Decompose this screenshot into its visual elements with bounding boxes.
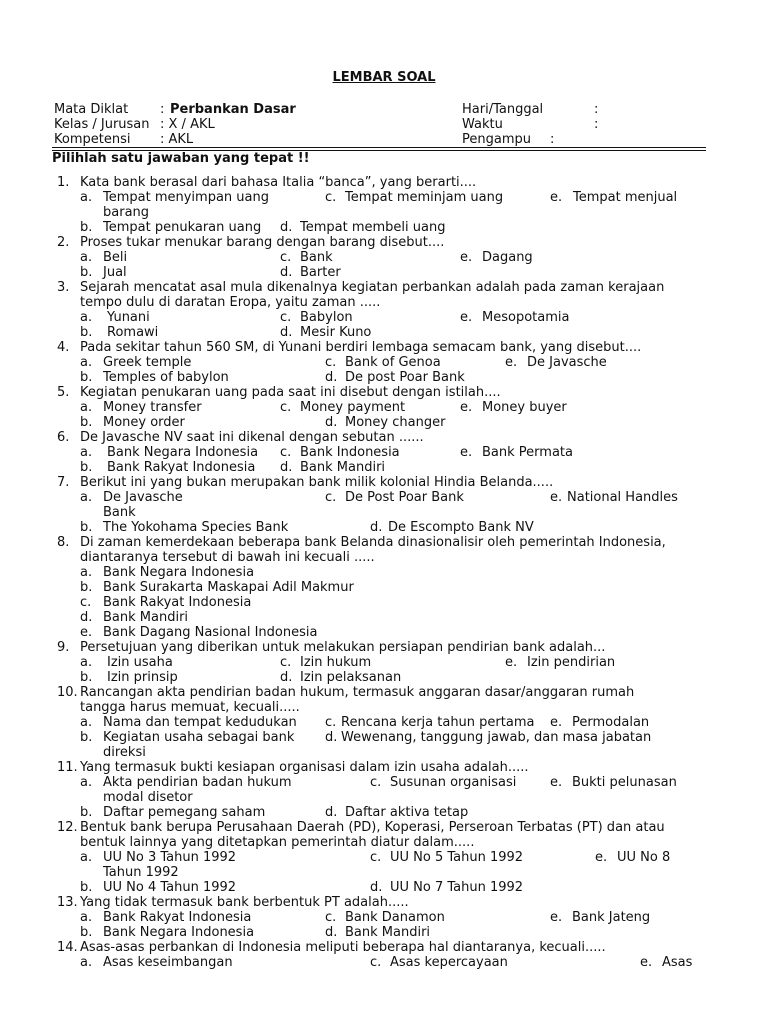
option-text: Bank Rakyat Indonesia [103,595,252,610]
option-text: Jual [103,265,127,280]
option-letter: e. [460,310,473,325]
question-number: 1. [57,175,70,190]
option-text: Tempat menyimpan uang [103,190,269,205]
option-letter: a. [80,910,93,925]
question-text: diantaranya tersebut di bawah ini kecuali ..... [80,550,375,565]
option-letter: a. [80,715,93,730]
option-letter: c. [280,445,292,460]
question-text: Proses tukar menukar barang dengan barang disebut.... [80,235,445,250]
question-text: Kegiatan penukaran uang pada saat ini disebut dengan istilah.... [80,385,501,400]
option-text: Izin prinsip [107,670,178,685]
kompetensi-label: Kompetensi [54,132,131,147]
option-text: Yunani [107,310,150,325]
option-text: Bank Negara Indonesia [103,925,255,940]
question-text: Yang tidak termasuk bank berbentuk PT adalah..... [80,895,409,910]
question-number: 5. [57,385,70,400]
option-letter: b. [80,880,93,895]
option-letter: d. [325,730,338,745]
option-letter: d. [280,670,293,685]
option-letter: c. [280,400,292,415]
instruction: Pilihlah satu jawaban yang tepat !! [52,151,310,166]
hari-tanggal-label: Hari/Tanggal [462,102,544,117]
option-text: Bank Rakyat Indonesia [107,460,256,475]
option-text: Money changer [345,415,446,430]
question-number: 11. [57,760,78,775]
option-text: Bank Permata [482,445,573,460]
option-letter: b. [80,265,93,280]
option-letter: d. [325,370,338,385]
option-letter: b. [80,805,93,820]
option-letter: a. [80,445,93,460]
option-letter: c. [370,775,382,790]
question-number: 8. [57,535,70,550]
option-text: De Escompto Bank NV [388,520,534,535]
hari-tanggal-value: : [594,102,599,117]
option-text: Kegiatan usaha sebagai bank [103,730,295,745]
option-text: Bank Mandiri [345,925,431,940]
option-text: Bank of Genoa [345,355,441,370]
option-letter: a. [80,355,93,370]
option-letter: b. [80,670,93,685]
question-number: 2. [57,235,70,250]
option-text: Susunan organisasi [390,775,517,790]
option-text: Tempat meminjam uang [345,190,504,205]
pengampu-value: : [550,132,555,147]
option-text: Tahun 1992 [103,865,179,880]
option-text: De Post Poar Bank [345,490,464,505]
option-letter: c. [325,715,337,730]
question-text: tangga harus memuat, kecuali..... [80,700,300,715]
option-letter: b. [80,520,93,535]
option-letter: e. [505,355,518,370]
option-letter: e. [595,850,608,865]
option-text: Mesir Kuno [300,325,372,340]
question-number: 4. [57,340,70,355]
question-number: 7. [57,475,70,490]
option-letter: b. [80,730,93,745]
option-text: Asas [662,955,693,970]
option-text: Money transfer [103,400,202,415]
question-text: Di zaman kemerdekaan beberapa bank Belanda dinasionalisir oleh pemerintah Indonesia, [80,535,666,550]
option-letter: c. [325,910,337,925]
option-letter: d. [325,805,338,820]
option-text: Asas kepercayaan [390,955,508,970]
option-letter: b. [80,370,93,385]
option-letter: a. [80,850,93,865]
mata-diklat-separator: : [160,102,165,117]
waktu-label: Waktu [462,117,503,132]
question-number: 13. [57,895,78,910]
option-text: Bank Negara Indonesia [103,565,255,580]
option-letter: a. [80,565,93,580]
question-text: Asas-asas perbankan di Indonesia meliputi beberapa hal diantaranya, kecuali..... [80,940,606,955]
option-text: Izin pendirian [527,655,616,670]
option-text: Romawi [107,325,159,340]
option-text: Mesopotamia [482,310,570,325]
question-text: Sejarah mencatat asal mula dikenalnya kegiatan perbankan adalah pada zaman kerajaan [80,280,665,295]
option-text: Bank Dagang Nasional Indonesia [103,625,318,640]
mata-diklat-value: Perbankan Dasar [170,102,296,117]
option-letter: d. [280,460,293,475]
option-letter: a. [80,190,93,205]
option-text: Rencana kerja tahun pertama [341,715,535,730]
option-text: modal disetor [103,790,193,805]
option-text: Daftar aktiva tetap [345,805,469,820]
question-text: bentuk lainnya yang ditetapkan pemerintah diatur dalam..... [80,835,475,850]
question-text: Rancangan akta pendirian badan hukum, termasuk anggaran dasar/anggaran rumah [80,685,635,700]
option-text: UU No 8 [617,850,671,865]
option-letter: c. [370,955,382,970]
option-letter: c. [280,655,292,670]
option-text: Akta pendirian badan hukum [103,775,292,790]
option-text: Bank Jateng [572,910,651,925]
option-letter: c. [280,310,292,325]
question-text: Berikut ini yang bukan merupakan bank milik kolonial Hindia Belanda..... [80,475,554,490]
option-letter: e. [550,775,563,790]
option-letter: c. [325,490,337,505]
question-text: Persetujuan yang diberikan untuk melakukan persiapan pendirian bank adalah... [80,640,606,655]
option-letter: b. [80,325,93,340]
option-text: Money payment [300,400,406,415]
question-text: tempo dulu di daratan Eropa, yaitu zaman ..... [80,295,381,310]
mata-diklat-label: Mata Diklat [54,102,129,117]
option-text: Bank Mandiri [300,460,386,475]
option-letter: d. [325,925,338,940]
option-letter: a. [80,655,93,670]
option-text: Izin usaha [107,655,173,670]
option-letter: e. [550,190,563,205]
kompetensi-value: : AKL [160,132,194,147]
option-letter: e. [550,490,563,505]
option-letter: d. [280,265,293,280]
question-number: 3. [57,280,70,295]
header-divider-top [52,147,706,148]
option-text: barang [103,205,150,220]
pengampu-label: Pengampu [462,132,531,147]
option-text: De Javasche [103,490,183,505]
option-text: De post Poar Bank [345,370,465,385]
option-text: Bukti pelunasan [572,775,677,790]
option-text: Money buyer [482,400,567,415]
option-text: Temples of babylon [103,370,229,385]
option-text: Bank Surakarta Maskapai Adil Makmur [103,580,354,595]
option-text: The Yokohama Species Bank [103,520,289,535]
option-text: Bank Mandiri [103,610,189,625]
question-number: 6. [57,430,70,445]
option-text: Tempat penukaran uang [103,220,262,235]
option-letter: c. [80,595,92,610]
option-text: Tempat membeli uang [300,220,446,235]
option-letter: c. [370,850,382,865]
option-text: Permodalan [572,715,650,730]
option-letter: b. [80,220,93,235]
option-letter: a. [80,310,93,325]
option-letter: e. [505,655,518,670]
option-text: Nama dan tempat kedudukan [103,715,297,730]
option-text: Wewenang, tanggung jawab, dan masa jabatan [341,730,652,745]
option-text: Money order [103,415,185,430]
option-letter: d. [370,520,383,535]
option-letter: d. [80,610,93,625]
question-number: 14. [57,940,78,955]
option-letter: a. [80,490,93,505]
question-text: De Javasche NV saat ini dikenal dengan sebutan ...... [80,430,424,445]
option-text: Babylon [300,310,353,325]
option-text: Bank Negara Indonesia [107,445,259,460]
option-letter: d. [280,325,293,340]
question-text: Kata bank berasal dari bahasa Italia “banca”, yang berarti.... [80,175,477,190]
waktu-value: : [594,117,599,132]
option-text: Barter [300,265,341,280]
option-text: Bank [103,505,136,520]
option-letter: e. [80,625,93,640]
question-number: 12. [57,820,78,835]
option-text: De Javasche [527,355,607,370]
option-letter: c. [325,355,337,370]
option-letter: b. [80,415,93,430]
option-letter: a. [80,250,93,265]
option-text: Izin hukum [300,655,372,670]
option-letter: e. [640,955,653,970]
option-letter: b. [80,580,93,595]
option-letter: e. [550,715,563,730]
option-letter: d. [325,415,338,430]
kelas-jurusan-label: Kelas / Jurusan [54,117,150,132]
option-text: Beli [103,250,128,265]
option-letter: e. [550,910,563,925]
option-text: UU No 5 Tahun 1992 [390,850,524,865]
option-letter: e. [460,445,473,460]
option-letter: d. [280,220,293,235]
question-text: Yang termasuk bukti kesiapan organisasi dalam izin usaha adalah..... [80,760,529,775]
option-letter: c. [280,250,292,265]
question-number: 9. [57,640,70,655]
option-text: Tempat menjual [573,190,678,205]
option-text: Bank Indonesia [300,445,400,460]
option-text: Dagang [482,250,533,265]
option-text: Bank [300,250,333,265]
option-text: direksi [103,745,146,760]
option-letter: b. [80,460,93,475]
option-letter: a. [80,955,93,970]
option-text: Asas keseimbangan [103,955,233,970]
question-text: Pada sekitar tahun 560 SM, di Yunani berdiri lembaga semacam bank, yang disebut.... [80,340,642,355]
option-text: Daftar pemegang saham [103,805,266,820]
question-text: Bentuk bank berupa Perusahaan Daerah (PD), Koperasi, Perseroan Terbatas (PT) dan atau [80,820,665,835]
document-title: LEMBAR SOAL [332,70,436,85]
option-text: UU No 7 Tahun 1992 [390,880,524,895]
option-text: Greek temple [103,355,192,370]
option-text: Izin pelaksanan [300,670,402,685]
option-text: Bank Rakyat Indonesia [103,910,252,925]
kelas-jurusan-value: : X / AKL [160,117,215,132]
option-text: Bank Danamon [345,910,445,925]
option-letter: e. [460,250,473,265]
option-letter: a. [80,400,93,415]
option-letter: b. [80,925,93,940]
question-number: 10. [57,685,78,700]
option-text: UU No 4 Tahun 1992 [103,880,237,895]
option-letter: c. [325,190,337,205]
option-letter: a. [80,775,93,790]
option-text: UU No 3 Tahun 1992 [103,850,237,865]
option-letter: e. [460,400,473,415]
option-text: National Handles [567,490,678,505]
option-letter: d. [370,880,383,895]
